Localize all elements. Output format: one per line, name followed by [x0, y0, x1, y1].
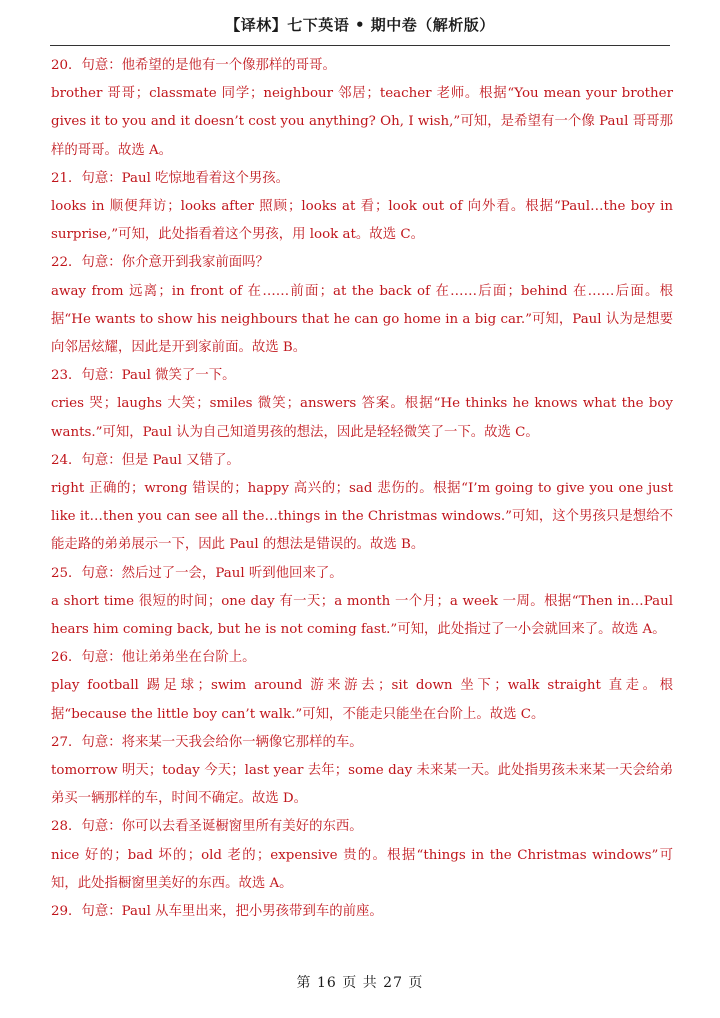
- explanation-line: a short time 很短的时间；one day 有一天；a month 一个月；a week 一周。根据“Then in…Paul hears him coming back, but he is not coming fast.”可知，此处指过了一小会就回来了。故选 A。: [51, 593, 673, 638]
- header-divider: [50, 45, 670, 46]
- explanation-line: 27．句意：将来某一天我会给你一辆像它那样的车。: [51, 734, 363, 750]
- explanation-line: looks in 顺便拜访；looks after 照顾；looks at 看；look out of 向外看。根据“Paul…the boy in surprise,”可知，此处指看着这个男孩，用 look at。故选 C。: [51, 199, 673, 243]
- explanation-line: 26．句意：他让弟弟坐在台阶上。: [51, 650, 256, 666]
- explanation-line: right 正确的；wrong 错误的；happy 高兴的；sad 悲伤的。根据“I’m going to give you one just like it…then you can see all the…things in the Christmas windows.”可知，这个男孩只是想给不能走路的弟弟展示一下，因此 Paul 的想法是错误的。故选 B。: [51, 481, 673, 553]
- explanation-line: 28．句意：你可以去看圣诞橱窗里所有美好的东西。: [51, 819, 363, 835]
- explanation-line: 23．句意：Paul 微笑了一下。: [51, 368, 236, 384]
- explanation-line: nice 好的；bad 坏的；old 老的；expensive 贵的。根据“things in the Christmas windows”可知，此处指橱窗里美好的东西。故选 A。: [51, 847, 673, 891]
- explanation-line: 21．句意：Paul 吃惊地看着这个男孩。: [51, 170, 290, 186]
- explanation-line: 20．句意：他希望的是他有一个像那样的哥哥。: [51, 58, 336, 73]
- explanation-content: [51, 52, 673, 926]
- explanation-line: away from 远离；in front of 在……前面；at the back of 在……后面；behind 在……后面。根据“He wants to show his neighbours that he can go home in a big car.”可知，Paul 认为是想要向邻居炫耀，因此是开到家前面。故选 B。: [51, 283, 673, 356]
- explanation-line: tomorrow 明天；today 今天；last year 去年；some day 未来某一天。此处指男孩未来某一天会给弟弟买一辆那样的车，时间不确定。故选 D。: [51, 763, 673, 807]
- explanation-line: 22．句意：你介意开到我家前面吗？: [51, 255, 269, 271]
- explanation-line: brother 哥哥；classmate 同学；neighbour 邻居；teacher 老师。根据“You mean your brother gives it to you and it doesn’t cost you anything? Oh, I wish,”可知，是希望有一个像 Paul 哥哥那样的哥哥。故选 A。: [51, 86, 673, 158]
- explanation-line: play football 踢足球；swim around 游来游去；sit down 坐下；walk straight 直走。根据“because the little boy can’t walk.”可知，不能走只能坐在台阶上。故选 C。: [51, 678, 673, 722]
- explanation-line: cries 哭；laughs 大笑；smiles 微笑；answers 答案。根据“He thinks he knows what the boy wants.”可知，Paul 认为自己知道男孩的想法，因此是轻轻微笑了一下。故选 C。: [51, 396, 673, 440]
- page-number: 第 16 页 共 27 页: [296, 975, 424, 991]
- explanation-line: 24．句意：但是 Paul 又错了。: [51, 452, 240, 468]
- page-header: 【译林】七下英语 • 期中卷（解析版）: [225, 16, 495, 34]
- explanation-line: 25．句意：然后过了一会，Paul 听到他回来了。: [51, 565, 343, 581]
- explanation-line: 29．句意：Paul 从车里出来，把小男孩带到车的前座。: [51, 904, 383, 920]
